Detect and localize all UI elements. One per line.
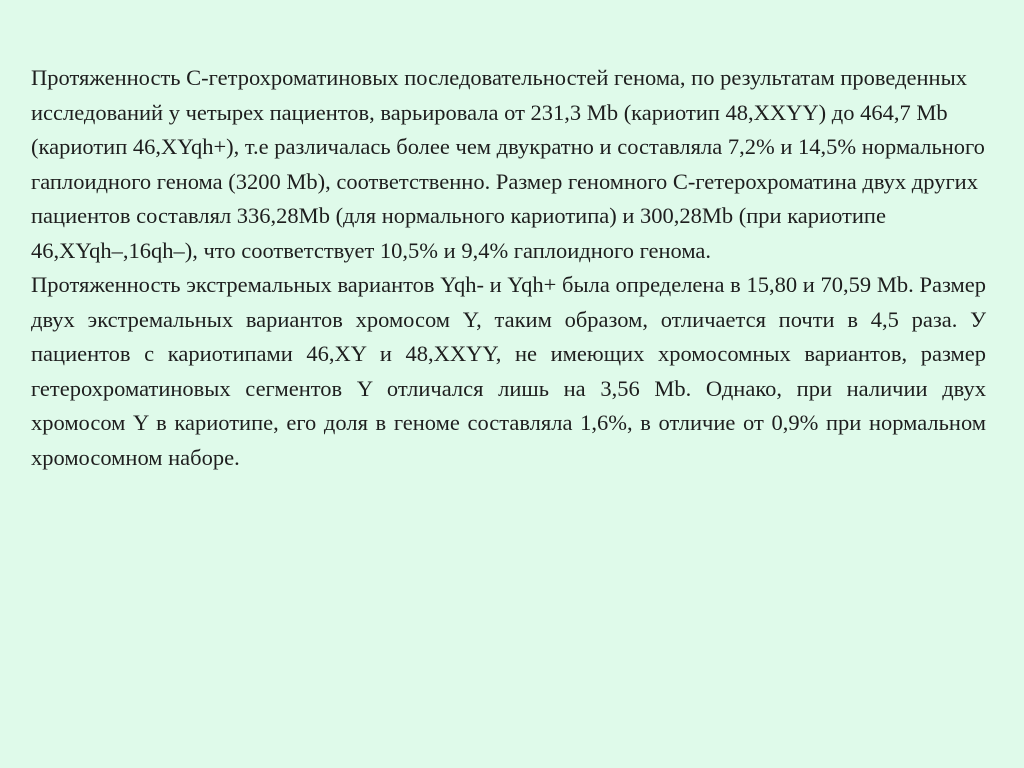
paragraph-heterochromatin-length: Протяженность С-гетрохроматиновых последовательностей генома, по результатам проведенных исследований у четырех пациентов, варьировала от 231,3 Mb (кариотип 48,XXYY) до 464,7 Mb (кариотип 46,XYqh+), т.е различалась более чем двукратно и составляла 7,2% и 14,5% нормального гаплоидного генома (3200 Mb), соответственно. Размер геномного С-гетерохроматина двух других пациентов составлял 336,28Mb (для нормального кариотипа) и 300,28Mb (при кариотипе 46,XYqh–,16qh–), что соответствует 10,5% и 9,4% гаплоидного генома. [31, 65, 985, 263]
paragraph-y-variants: Протяженность экстремальных вариантов Yqh- и Yqh+ была определена в 15,80 и 70,59 Mb. Размер двух экстремальных вариантов хромосом Y, таким образом, отличается почти в 4,5 раза. У пациентов с кариотипами 46,XY и 48,XXYY, не имеющих хромосомных вариантов, размер гетерохроматиновых сегментов Y отличался лишь на 3,56 Mb. Однако, при наличии двух хромосом Y в кариотипе, его доля в геноме составляла 1,6%, в отличие от 0,9% при нормальном хромосомном наборе. [31, 272, 986, 470]
slide-body-text [31, 61, 986, 475]
